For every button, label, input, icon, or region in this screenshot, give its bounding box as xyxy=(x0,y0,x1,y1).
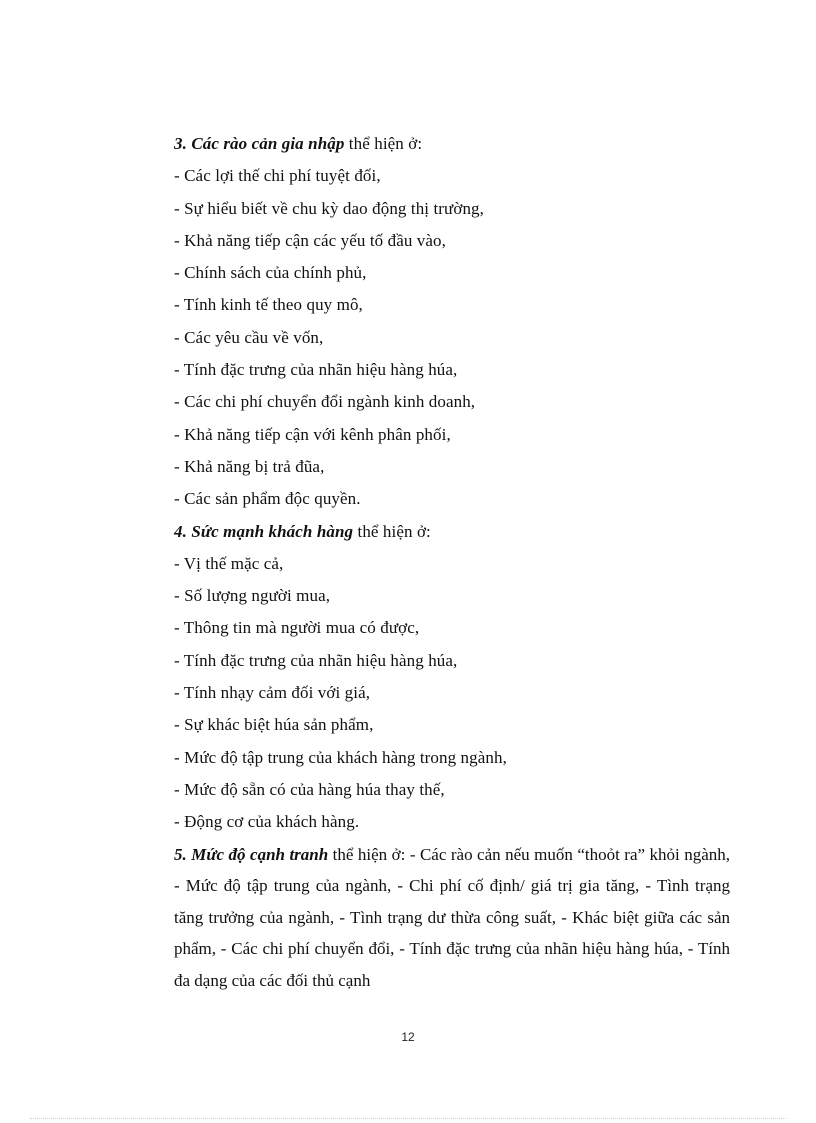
list-item: - Tính nhạy cảm đối với giá, xyxy=(174,683,371,703)
list-item: - Vị thế mặc cả, xyxy=(174,553,284,573)
section-3-heading xyxy=(174,128,730,160)
section-4-title: Sức mạnh khách hàng xyxy=(191,521,354,541)
list-item: - Khả năng bị trả đũa, xyxy=(174,456,325,476)
page-number: 12 xyxy=(401,1030,415,1044)
section-4-suffix: thể hiện ở: xyxy=(353,521,431,541)
list-item: - Số lượng người mua, xyxy=(174,586,331,606)
section-5-title: Mức độ cạnh tranh xyxy=(191,844,329,864)
list-item: - Sự khác biệt húa sản phẩm, xyxy=(174,715,374,735)
list-item: - Các lợi thế chi phí tuyệt đối, xyxy=(174,166,381,186)
section-3-number: 3. xyxy=(174,134,187,153)
section-4-number: 4. xyxy=(174,521,187,541)
list-item: - Chính sách của chính phủ, xyxy=(174,263,367,283)
section-3-title: Các rào cản gia nhập xyxy=(191,134,345,153)
list-item: - Tính kinh tế theo quy mô, xyxy=(174,295,363,315)
list-item: - Khả năng tiếp cận với kênh phân phối, xyxy=(174,424,451,444)
section-5-number: 5. xyxy=(174,844,187,864)
list-item: - Sự hiểu biết về chu kỳ dao động thị trường, xyxy=(174,198,485,218)
list-item: - Các sản phẩm độc quyền. xyxy=(174,489,361,509)
page-bottom-divider xyxy=(30,1118,786,1119)
list-item: - Tính đặc trưng của nhãn hiệu hàng húa, xyxy=(174,360,458,380)
list-item: - Thông tin mà người mua có được, xyxy=(174,618,420,638)
list-item: - Tính đặc trưng của nhãn hiệu hàng húa, xyxy=(174,650,458,670)
section-4-heading xyxy=(174,516,730,548)
list-item: - Mức độ tập trung của khách hàng trong ngành, xyxy=(174,747,507,767)
section-3-suffix: thể hiện ở: xyxy=(344,134,423,153)
page-content xyxy=(174,128,730,996)
list-item: - Động cơ của khách hàng. xyxy=(174,812,360,832)
section-5-body: thể hiện ở: - Các rào cản nếu muốn “thoỏt ra” khỏi ngành, - Mức độ tập trung của ngành, - Chi phí cố định/ giá trị gia tăng, - Tình trạng tăng trưởng của ngành, - Tình trạng dư thừa công suất, - Khác biệt giữa các sản phẩm, - Các chi phí chuyển đổi, - Tính đặc trưng của nhãn hiệu hàng húa, - Tính đa dạng của các đối thủ cạnh xyxy=(174,844,731,990)
section-5-paragraph xyxy=(174,839,730,997)
list-item: - Mức độ sẵn có của hàng húa thay thế, xyxy=(174,779,445,799)
list-item: - Các chi phí chuyển đổi ngành kinh doanh, xyxy=(174,392,476,412)
list-item: - Khả năng tiếp cận các yếu tố đầu vào, xyxy=(174,230,447,250)
list-item: - Các yêu cầu về vốn, xyxy=(174,327,324,347)
